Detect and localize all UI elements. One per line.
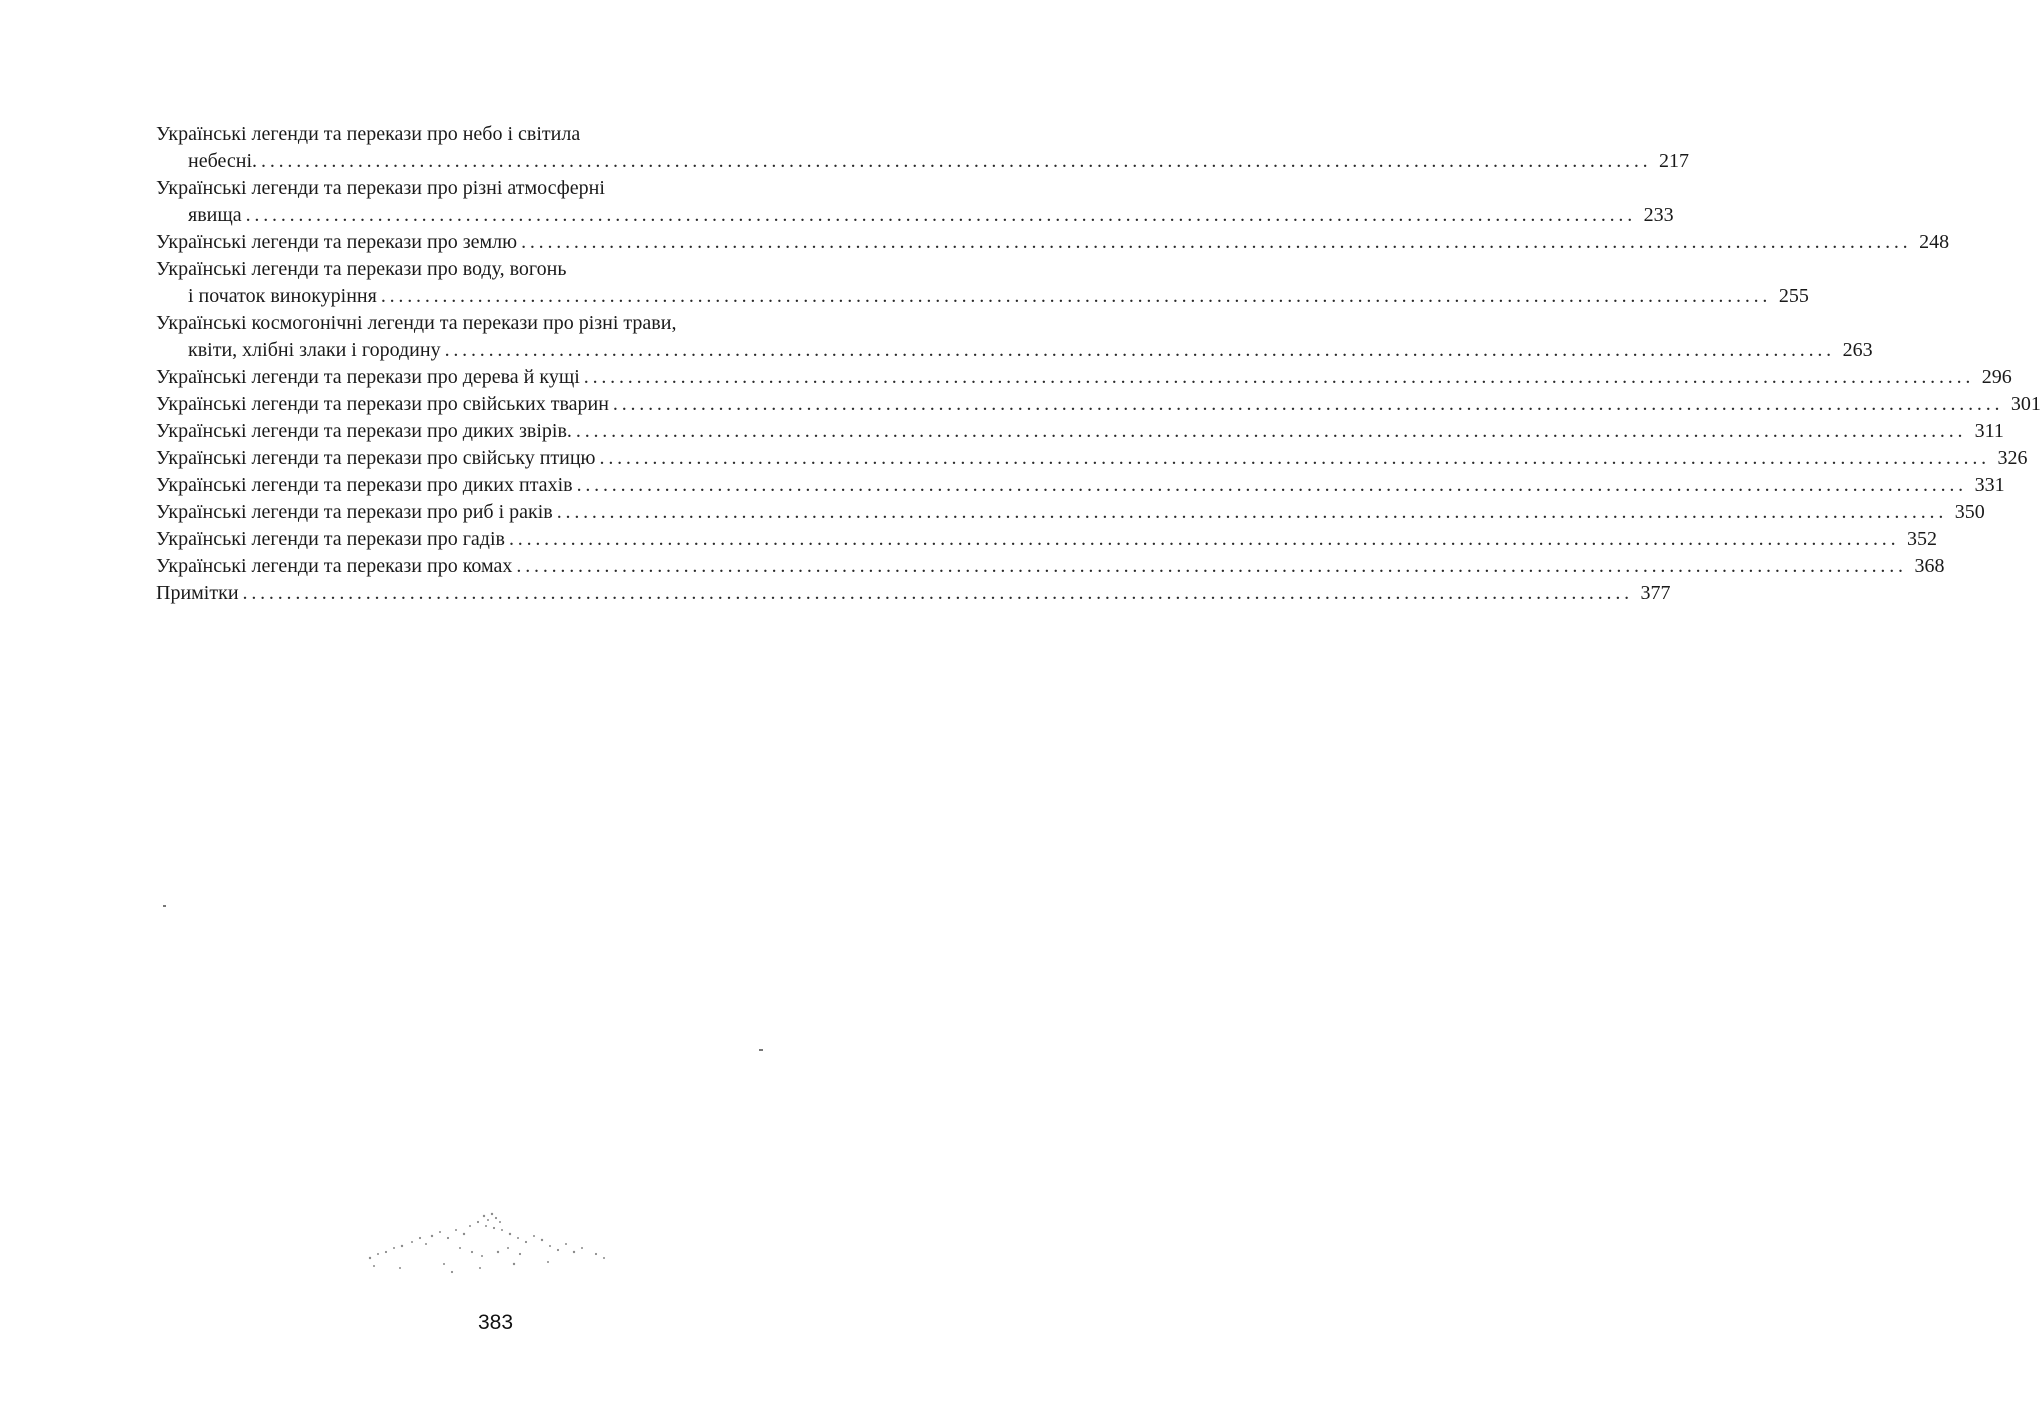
toc-entry-title: Українські легенди та перекази про свійську птицю <box>156 447 596 469</box>
dot-leader <box>381 283 1767 310</box>
table-of-contents <box>156 121 2041 607</box>
toc-entry-title: Українські легенди та перекази про комах <box>156 555 513 577</box>
toc-entry-page: 331 <box>1974 474 2005 496</box>
toc-entry-title: Примітки <box>156 582 239 604</box>
page-number: 383 <box>477 1311 514 1334</box>
toc-entry[interactable] <box>156 499 1985 526</box>
dot-leader <box>600 445 1986 472</box>
toc-entry-page: 255 <box>1778 285 1809 307</box>
toc-entry-page: 248 <box>1919 231 1950 253</box>
toc-entry[interactable] <box>156 121 1690 175</box>
toc-entry-page: 350 <box>1954 501 1985 523</box>
dot-leader <box>445 337 1831 364</box>
toc-entry-page: 296 <box>1981 366 2012 388</box>
toc-entry[interactable] <box>156 580 1671 607</box>
toc-entry-page: 233 <box>1643 204 1674 226</box>
toc-entry-title-line1: Українські легенди та перекази про небо і світила <box>156 123 581 145</box>
toc-entry[interactable] <box>156 391 2041 418</box>
toc-entry-title: Українські легенди та перекази про риб і раків <box>156 501 553 523</box>
toc-entry-title: Українські легенди та перекази про землю <box>156 231 518 253</box>
toc-entry[interactable] <box>156 553 1945 580</box>
toc-entry-title: Українські легенди та перекази про диких птахів <box>156 474 573 496</box>
toc-entry[interactable] <box>156 256 1809 310</box>
toc-entry-title-line2: небесні. <box>188 150 258 172</box>
toc-entry-title: Українські легенди та перекази про дерева й кущі <box>156 366 580 388</box>
dot-leader <box>243 580 1629 607</box>
toc-entry-page: 311 <box>1974 420 2004 442</box>
scan-speck <box>163 905 166 907</box>
toc-entry[interactable] <box>156 310 1873 364</box>
toc-entry[interactable] <box>156 175 1674 229</box>
dot-leader <box>516 553 1902 580</box>
ornament-dots <box>360 1208 630 1286</box>
toc-entry-title-line1: Українські легенди та перекази про різні атмосферні <box>156 177 605 199</box>
dot-leader <box>576 418 1962 445</box>
toc-entry-page: 301 <box>2010 393 2041 415</box>
dot-leader <box>577 472 1963 499</box>
toc-entry[interactable] <box>156 472 2005 499</box>
dot-leader <box>509 526 1895 553</box>
toc-entry[interactable] <box>156 229 1950 256</box>
toc-entry[interactable] <box>156 364 2012 391</box>
toc-entry-title-line2: і початок винокуріння <box>188 285 377 307</box>
toc-entry-title: Українські легенди та перекази про гадів <box>156 528 505 550</box>
toc-entry[interactable] <box>156 418 2004 445</box>
toc-entry-title-line1: Українські космогонічні легенди та перекази про різні трави, <box>156 312 677 334</box>
toc-entry[interactable] <box>156 526 1937 553</box>
dot-leader <box>261 148 1647 175</box>
toc-entry-page: 377 <box>1640 582 1671 604</box>
toc-entry-title: Українські легенди та перекази про диких звірів. <box>156 420 572 442</box>
dot-leader <box>557 499 1943 526</box>
toc-entry-page: 326 <box>1997 447 2028 469</box>
toc-entry-page: 368 <box>1914 555 1945 577</box>
dot-leader <box>584 364 1970 391</box>
toc-entry-title-line1: Українські легенди та перекази про воду, вогонь <box>156 258 567 280</box>
toc-entry-title-line2: квіти, хлібні злаки і городину <box>188 339 441 361</box>
scan-speck <box>759 1049 763 1051</box>
dot-leader <box>613 391 1999 418</box>
toc-entry-page: 263 <box>1842 339 1873 361</box>
toc-entry-title-line2: явища <box>188 204 242 226</box>
toc-entry[interactable] <box>156 445 2028 472</box>
dot-leader <box>246 202 1632 229</box>
toc-entry-page: 352 <box>1906 528 1937 550</box>
toc-entry-page: 217 <box>1659 150 1690 172</box>
toc-entry-title: Українські легенди та перекази про свійських тварин <box>156 393 609 415</box>
dot-leader <box>521 229 1907 256</box>
